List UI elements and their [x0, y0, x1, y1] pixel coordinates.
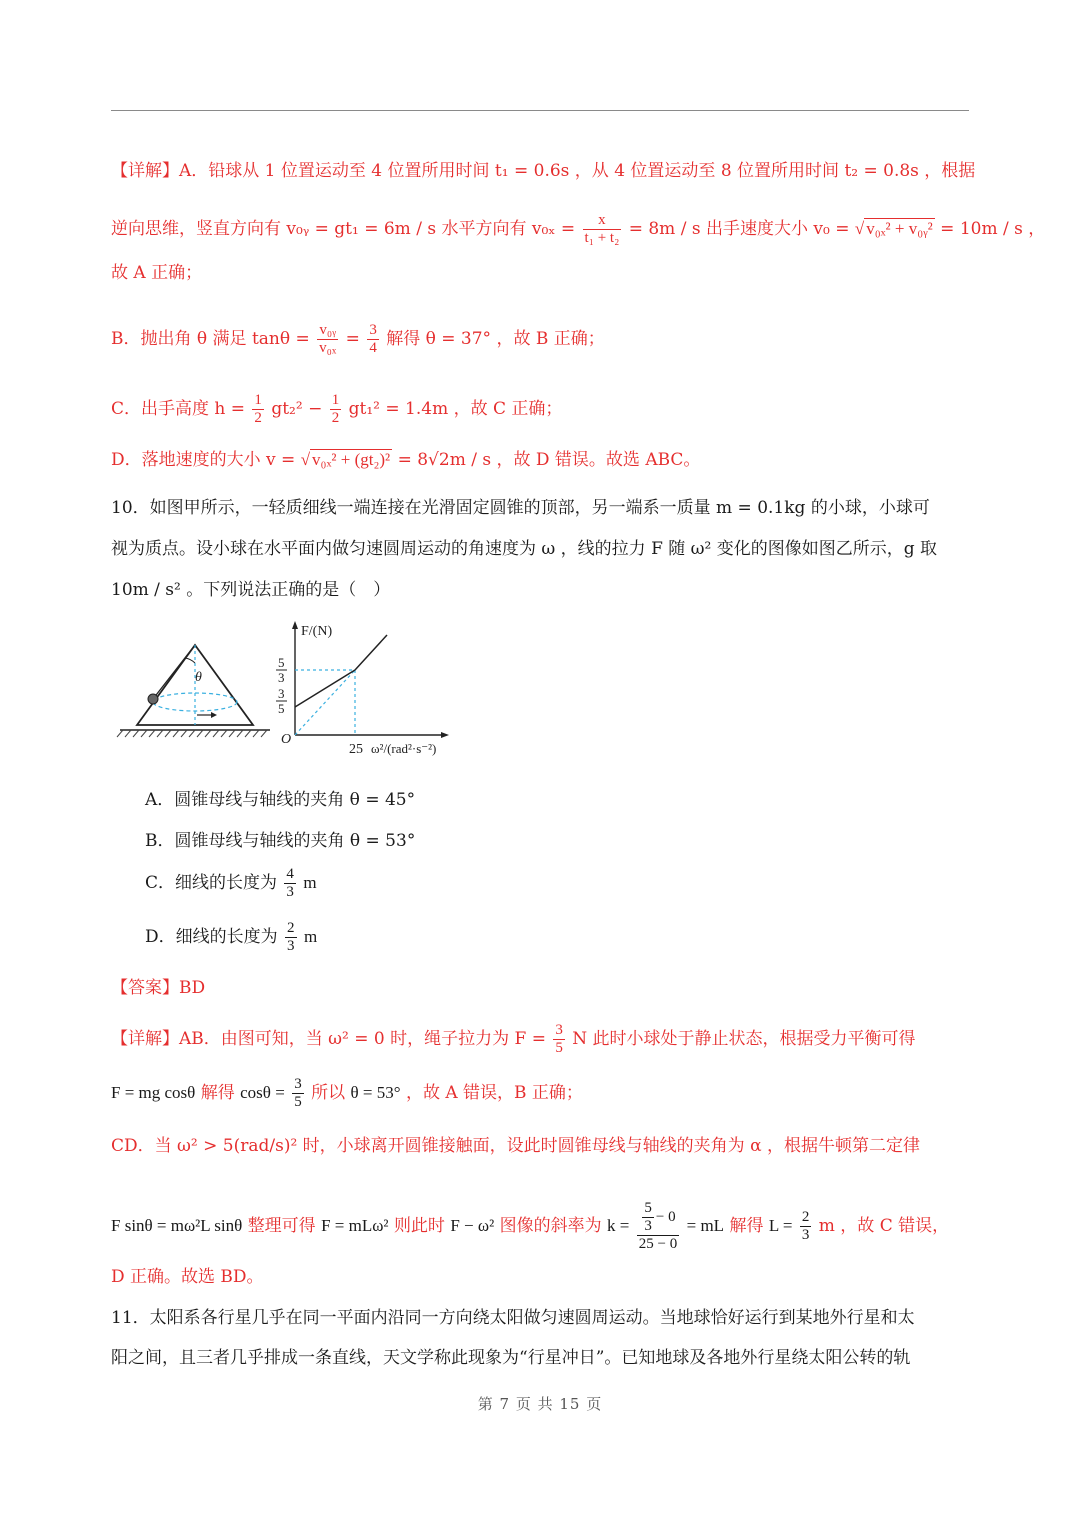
origin-label: O	[281, 732, 292, 747]
fraction-numerator: 5	[644, 1200, 652, 1216]
theta-label: θ	[195, 670, 202, 685]
fraction-numerator: x	[583, 212, 622, 230]
y-tick-upper-den: 3	[278, 670, 285, 685]
text-fragment: 解得 θ = 37° ，故 B 正确；	[386, 329, 605, 349]
header-rule	[111, 110, 969, 111]
fraction	[292, 1076, 304, 1111]
text-fragment: 整理可得	[247, 1216, 316, 1236]
text-fragment: m ，故 C 错误，	[818, 1216, 950, 1236]
force-graph	[276, 621, 449, 757]
answer10-ab-line2	[111, 1076, 583, 1111]
text-fragment: = mL	[686, 1216, 725, 1235]
solution9-b-line: B．抛出角 θ 满足 tanθ = $\frac{\text{v₀ᵧ}}{\text{v₀ₓ}}$ = $\frac{3}{4}$ 解得 θ = 37° ，故 B 正确；	[111, 322, 605, 356]
text-fragment: = 10m / s ，	[940, 219, 1046, 239]
fraction-numerator: 3	[369, 322, 377, 338]
fraction	[317, 322, 338, 357]
text-fragment: D．落地速度的大小 v =	[111, 450, 296, 470]
text-fragment: 逆向思维，竖直方向有 v₀ᵧ = gt₁ = 6m / s 水平方向有 v₀ₓ =	[111, 219, 576, 239]
text-fragment: ，故 A 错误，B 正确；	[405, 1083, 583, 1103]
sqrt-expression: √ v₀ₓ² + (gt₂)²	[300, 450, 391, 469]
fraction-numerator	[637, 1200, 679, 1236]
fraction-numerator: 2	[287, 920, 295, 936]
fraction-denominator: 3	[286, 884, 294, 900]
fraction-denominator: t₁ + t₂	[584, 230, 620, 246]
solution9-d-line	[111, 449, 700, 471]
option-c	[145, 866, 317, 901]
text-fragment: gt₁² = 1.4m ，故 C 正确；	[348, 399, 563, 419]
text-fragment: F = mg cosθ	[111, 1083, 196, 1102]
sqrt-expression: √ v₀ₓ² + v₀ᵧ²	[854, 219, 933, 238]
sqrt-content: v₀ₓ² + v₀ᵧ²	[866, 219, 933, 238]
fraction	[642, 1200, 654, 1235]
fraction	[284, 866, 296, 901]
text-fragment: gt₂² −	[271, 399, 323, 419]
text-fragment: θ = 53°	[350, 1083, 401, 1102]
question10-line1: 10．如图甲所示，一轻质细线一端连接在光滑固定圆锥的顶部，另一端系一质量 m = 0.1kg 的小球，小球可	[111, 498, 930, 518]
answer10-cd-line3: D 正确。故选 BD。	[111, 1267, 264, 1287]
fraction-denominator: 3	[801, 1227, 810, 1243]
sqrt-content: v₀ₓ² + (gt₂)²	[312, 450, 391, 469]
fraction	[285, 920, 297, 955]
cone-diagram	[117, 645, 270, 737]
fraction	[800, 1209, 812, 1244]
fraction-denominator: 25 − 0	[638, 1236, 678, 1252]
fraction-numerator: 4	[286, 866, 294, 882]
text-fragment: F sinθ = mω²L sinθ	[111, 1216, 243, 1235]
fraction-numerator: 3	[294, 1076, 302, 1092]
fraction-denominator: 5	[294, 1094, 302, 1110]
text-fragment: F − ω²	[450, 1216, 495, 1235]
solution9-c-line	[111, 392, 562, 427]
slope-fraction	[637, 1200, 679, 1253]
text-fragment: 【详解】AB．由图可知，当 ω² = 0 时，绳子拉力为 F =	[111, 1029, 546, 1049]
option-text: C．细线的长度为	[145, 873, 278, 893]
text-fragment: 解得	[729, 1216, 764, 1236]
fraction-denominator: 3	[644, 1218, 652, 1234]
fraction	[367, 322, 379, 357]
text-fragment: 图像的斜率为	[499, 1216, 602, 1236]
unit: m	[303, 873, 317, 892]
fraction-numerator: 3	[555, 1022, 563, 1038]
y-axis-label: F/(N)	[301, 624, 333, 639]
text-fragment: N 此时小球处于静止状态，根据受力平衡可得	[572, 1029, 916, 1049]
text-fragment: L =	[768, 1216, 793, 1235]
solution9-a-line2	[111, 212, 1045, 247]
fraction-numerator: 1	[254, 392, 262, 408]
fraction-numerator: 1	[331, 392, 340, 408]
answer10-cd-line2	[111, 1200, 949, 1253]
option-d	[145, 920, 317, 955]
option-a: A．圆锥母线与轴线的夹角 θ = 45°	[145, 790, 416, 810]
answer10-cd-line1: CD．当 ω² > 5(rad/s)² 时，小球离开圆锥接触面，设此时圆锥母线与轴线的夹角为 α ，根据牛顿第二定律	[111, 1136, 920, 1156]
answer10-ab-line1	[111, 1022, 916, 1057]
text-fragment: F = mLω²	[321, 1216, 389, 1235]
y-tick-upper-num: 5	[278, 655, 285, 670]
answer10-line: 【答案】BD	[111, 978, 206, 998]
x-tick-label: 25	[349, 742, 363, 757]
question10-figure	[115, 615, 465, 760]
y-tick-lower-num: 3	[278, 686, 285, 701]
text-fragment: 解得	[200, 1083, 235, 1103]
fraction	[252, 392, 264, 427]
fraction	[583, 212, 622, 247]
option-b: B．圆锥母线与轴线的夹角 θ = 53°	[145, 831, 416, 851]
solution9-a-line3: 故 A 正确；	[111, 263, 203, 283]
question11-line1: 11．太阳系各行星几乎在同一平面内沿同一方向绕太阳做匀速圆周运动。当地球恰好运行到某地外行星和太	[111, 1308, 915, 1328]
question10-line3: 10m / s² 。下列说法正确的是（ ）	[111, 580, 391, 600]
text-fragment: C．出手高度 h =	[111, 399, 246, 419]
text-fragment: = 8√2m / s ，故 D 错误。故选 ABC。	[397, 450, 701, 470]
x-axis-label: ω²/(rad²·s⁻²)	[371, 741, 437, 756]
fraction-numerator: 2	[801, 1209, 810, 1225]
y-tick-lower-den: 5	[278, 701, 285, 716]
fraction-denominator: v₀ₓ	[319, 340, 337, 356]
fraction	[330, 392, 342, 427]
text-fragment: B．抛出角 θ 满足 tanθ =	[111, 329, 310, 349]
fraction-denominator: 2	[331, 410, 340, 426]
fraction-denominator: 4	[369, 340, 377, 356]
question11-line2: 阳之间，且三者几乎排成一条直线，天文学称此现象为“行星冲日”。已知地球及各地外行星绕太阳公转的轨	[111, 1348, 911, 1368]
text-fragment: 所以	[311, 1083, 346, 1103]
solution9-a-line1: 【详解】A．铅球从 1 位置运动至 4 位置所用时间 t₁ = 0.6s ，从 4 位置运动至 8 位置所用时间 t₂ = 0.8s ，根据	[111, 161, 976, 181]
fraction	[553, 1022, 565, 1057]
text-fragment: − 0	[655, 1208, 676, 1225]
unit: m	[303, 927, 318, 946]
question10-line2: 视为质点。设小球在水平面内做匀速圆周运动的角速度为 ω ，线的拉力 F 随 ω² 变化的图像如图乙所示，g 取	[111, 539, 938, 559]
page-footer: 第 7 页 共 15 页	[477, 1395, 603, 1413]
text-fragment: k =	[606, 1216, 630, 1235]
text-fragment: 则此时	[393, 1216, 445, 1236]
fraction-denominator: 2	[254, 410, 262, 426]
text-fragment: = 8m / s 出手速度大小 v₀ =	[628, 219, 850, 239]
option-text: D．细线的长度为	[145, 927, 278, 947]
fraction-denominator: 3	[287, 938, 295, 954]
fraction-numerator: v₀ᵧ	[317, 322, 338, 340]
text-fragment: cosθ =	[240, 1083, 285, 1102]
fraction-denominator: 5	[555, 1040, 563, 1056]
